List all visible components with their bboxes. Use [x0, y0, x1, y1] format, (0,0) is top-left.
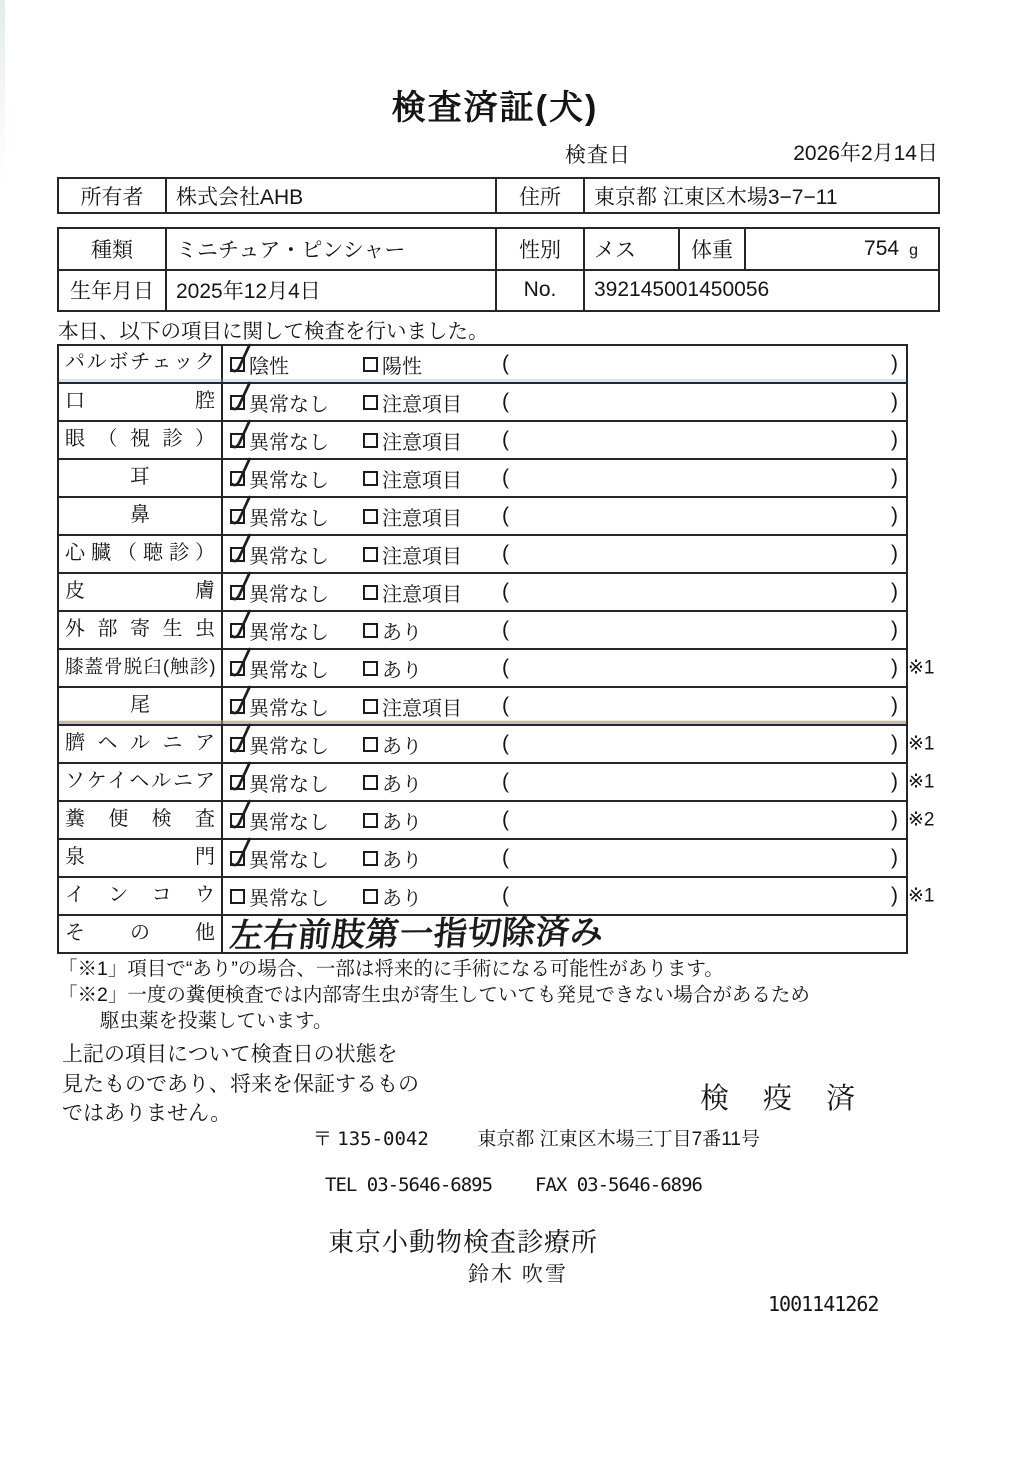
paren-open: ( — [502, 466, 509, 489]
inspection-row-content — [223, 913, 906, 954]
disclaimer-line-2: 見たものであり、将来を保証するもの — [62, 1072, 419, 1096]
checkbox-icon — [230, 889, 245, 904]
inspection-row-content — [223, 688, 906, 724]
postal-code: 135-0042 — [337, 1128, 429, 1150]
option-2-label: 陽性 — [382, 355, 422, 378]
option-1-label: 異常なし — [249, 773, 329, 796]
sex-value: メス — [585, 229, 680, 269]
option-1-label: 陰性 — [249, 355, 289, 378]
checkbox-icon — [363, 775, 378, 790]
handwritten-check-icon — [228, 836, 255, 871]
inspection-row-content — [223, 878, 906, 914]
inspection-row — [59, 382, 906, 420]
footnote-mark: ※1 — [908, 885, 935, 907]
inspection-item-label: パルボチェック — [59, 346, 223, 382]
option-1-label: 異常なし — [249, 545, 329, 568]
checkbox-icon — [363, 471, 378, 486]
option-2-label: 注意項目 — [382, 431, 462, 454]
checkbox-icon — [230, 357, 245, 372]
option-1 — [230, 768, 363, 797]
inspection-row — [59, 610, 906, 648]
paren-open: ( — [502, 694, 509, 717]
option-1 — [230, 654, 363, 683]
owner-table — [57, 177, 940, 214]
option-2-label: あり — [382, 849, 422, 872]
remarks-parens — [500, 808, 906, 832]
address-value: 東京都 江東区木場3−7−11 — [594, 185, 838, 209]
option-1-label: 異常なし — [249, 393, 329, 416]
option-2-label: あり — [382, 887, 422, 910]
checkbox-icon — [363, 509, 378, 524]
checkbox-icon — [230, 661, 245, 676]
option-2 — [363, 768, 500, 797]
inspection-row-content — [223, 764, 906, 800]
checkbox-icon — [363, 699, 378, 714]
option-2-label: あり — [382, 659, 422, 682]
remarks-parens — [500, 618, 906, 642]
paren-close: ) — [891, 580, 898, 603]
option-1 — [230, 350, 363, 379]
remarks-parens — [500, 542, 906, 566]
paren-open: ( — [502, 770, 509, 793]
option-1 — [230, 578, 363, 607]
option-1 — [230, 806, 363, 835]
handwritten-check-icon — [228, 684, 255, 719]
sex-label: 性別 — [497, 229, 585, 269]
inspection-item-label: 口腔 — [59, 384, 223, 420]
handwritten-check-icon — [228, 570, 255, 605]
paren-open: ( — [502, 846, 509, 869]
paren-close: ) — [891, 770, 898, 793]
checkbox-icon — [230, 433, 245, 448]
option-1-label: 異常なし — [249, 621, 329, 644]
paren-open: ( — [502, 808, 509, 831]
checkbox-icon — [363, 585, 378, 600]
inspection-row-content — [223, 650, 906, 686]
checkbox-icon — [230, 699, 245, 714]
footnote-mark: ※2 — [908, 809, 935, 831]
clinic-tel: TEL 03-5646-6895 — [325, 1174, 493, 1196]
paren-close: ) — [891, 618, 898, 641]
breed-label: 種類 — [59, 229, 167, 269]
checkbox-icon — [230, 547, 245, 562]
checkbox-icon — [363, 357, 378, 372]
inspection-item-label: 外部寄生虫 — [59, 612, 223, 648]
weight-cell — [746, 229, 938, 269]
inspection-row — [59, 458, 906, 496]
inspection-row-content — [223, 422, 906, 458]
checkbox-icon — [230, 851, 245, 866]
page-title: 検査済証(犬) — [391, 89, 599, 127]
veterinarian-name: 鈴木 吹雪 — [468, 1263, 568, 1286]
option-1-label: 異常なし — [249, 507, 329, 530]
clinic-address: 東京都 江東区木場三丁目7番11号 — [477, 1129, 760, 1150]
paren-close: ) — [891, 390, 898, 413]
option-1-label: 異常なし — [249, 849, 329, 872]
handwritten-check-icon — [228, 342, 255, 377]
handwritten-check-icon — [228, 456, 255, 491]
handwritten-note: 左右前肢第一指切除済み — [228, 913, 606, 954]
remarks-parens — [500, 732, 906, 756]
clinic-tel-line — [325, 1174, 702, 1196]
checkbox-icon — [230, 585, 245, 600]
remarks-parens — [500, 656, 906, 680]
birth-value: 2025年12月4日 — [167, 271, 497, 311]
inspection-row — [59, 724, 935, 762]
option-2 — [363, 350, 500, 379]
checkbox-icon — [230, 509, 245, 524]
inspection-row-content — [223, 574, 906, 610]
checkbox-icon — [363, 889, 378, 904]
paren-close: ) — [891, 732, 898, 755]
address-label: 住所 — [497, 179, 585, 212]
handwritten-check-icon — [228, 380, 255, 415]
exam-date-label: 検査日 — [565, 144, 631, 167]
quarantine-stamp: 検 疫 済 — [700, 1083, 869, 1115]
footnote-mark: ※1 — [908, 771, 935, 793]
handwritten-check-icon — [228, 722, 255, 757]
pet-table — [57, 227, 940, 312]
option-1 — [230, 388, 363, 417]
option-2-label: あり — [382, 735, 422, 758]
checkbox-icon — [363, 547, 378, 562]
option-2-label: 注意項目 — [382, 393, 462, 416]
option-2-label: あり — [382, 811, 422, 834]
postal-mark-icon: 〒 — [313, 1129, 333, 1150]
checkbox-icon — [363, 623, 378, 638]
breed-row — [59, 229, 938, 269]
option-2 — [363, 464, 500, 493]
inspection-row — [59, 534, 906, 572]
paren-open: ( — [502, 618, 509, 641]
paren-close: ) — [891, 466, 898, 489]
inspection-item-label: 心臓（聴診） — [59, 536, 223, 572]
option-2 — [363, 882, 500, 911]
option-1 — [230, 464, 363, 493]
option-1 — [230, 426, 363, 455]
inspection-row — [59, 648, 935, 686]
clinic-fax: FAX 03-5646-6896 — [534, 1174, 702, 1196]
inspection-row-content — [223, 460, 906, 496]
checkbox-icon — [363, 851, 378, 866]
checkbox-icon — [363, 395, 378, 410]
option-2 — [363, 540, 500, 569]
option-2 — [363, 578, 500, 607]
option-1 — [230, 540, 363, 569]
option-2 — [363, 806, 500, 835]
paren-open: ( — [502, 390, 509, 413]
checkbox-icon — [363, 737, 378, 752]
option-1-label: 異常なし — [249, 735, 329, 758]
paren-open: ( — [502, 732, 509, 755]
no-label: No. — [497, 271, 585, 311]
breed-value: ミニチュア・ピンシャー — [167, 229, 497, 269]
option-2-label: あり — [382, 773, 422, 796]
handwritten-check-icon — [228, 608, 255, 643]
checkbox-icon — [230, 813, 245, 828]
inspection-row-content — [223, 802, 906, 838]
option-1 — [230, 730, 363, 759]
inspection-row-other — [59, 914, 906, 952]
option-1-label: 異常なし — [249, 659, 329, 682]
remarks-parens — [500, 884, 906, 908]
handwritten-check-icon — [228, 418, 255, 453]
handwritten-check-icon — [228, 494, 255, 529]
remarks-parens — [500, 770, 906, 794]
owner-label: 所有者 — [59, 179, 167, 212]
inspection-row — [59, 496, 906, 534]
remarks-parens — [500, 466, 906, 490]
remarks-parens — [500, 694, 906, 718]
inspection-item-label: 糞便検査 — [59, 802, 223, 838]
paren-open: ( — [502, 428, 509, 451]
inspection-item-label: 皮膚 — [59, 574, 223, 610]
footnotes — [58, 956, 810, 1034]
option-1-label: 異常なし — [249, 697, 329, 720]
inspection-row-content — [223, 498, 906, 534]
inspection-row — [59, 876, 935, 914]
checkbox-icon — [363, 433, 378, 448]
option-2-label: 注意項目 — [382, 469, 462, 492]
option-1 — [230, 844, 363, 873]
option-1 — [230, 692, 363, 721]
inspection-row — [59, 346, 906, 382]
inspection-item-label: その他 — [59, 916, 223, 952]
no-value: 392145001450056 — [594, 278, 770, 302]
option-2 — [363, 426, 500, 455]
inspection-row-content — [223, 726, 906, 762]
option-2 — [363, 616, 500, 645]
inspection-item-label: ソケイヘルニア — [59, 764, 223, 800]
remarks-parens — [500, 504, 906, 528]
inspection-row — [59, 572, 906, 610]
paren-open: ( — [502, 884, 509, 907]
inspection-item-label: 鼻 — [59, 498, 223, 534]
inspection-row — [59, 800, 935, 838]
paren-open: ( — [502, 542, 509, 565]
paren-close: ) — [891, 542, 898, 565]
inspection-item-label: インコウ — [59, 878, 223, 914]
weight-label: 体重 — [680, 229, 746, 269]
disclaimer-line-3: ではありません。 — [62, 1102, 232, 1125]
remarks-parens — [500, 390, 906, 414]
intro-text: 本日、以下の項目に関して検査を行いました。 — [58, 320, 489, 343]
option-2-label: 注意項目 — [382, 583, 462, 606]
inspection-row-content — [223, 536, 906, 572]
paren-close: ) — [891, 428, 898, 451]
footnote-2b: 駆虫薬を投薬しています。 — [100, 1010, 333, 1032]
exam-date-value: 2026年2月14日 — [793, 142, 938, 165]
handwritten-check-icon — [228, 646, 255, 681]
paren-open: ( — [502, 656, 509, 679]
option-1 — [230, 502, 363, 531]
paren-close: ) — [891, 352, 898, 375]
inspection-row — [59, 762, 935, 800]
document-code: 1001141262 — [768, 1292, 879, 1316]
inspection-row — [59, 420, 906, 458]
option-2-label: 注意項目 — [382, 545, 462, 568]
option-1-label: 異常なし — [249, 583, 329, 606]
paren-close: ) — [891, 808, 898, 831]
footnote-2: 「※2」一度の糞便検査では内部寄生虫が寄生していても発見できない場合があるため — [58, 984, 810, 1006]
inspection-row-content — [223, 346, 906, 382]
checkbox-icon — [230, 737, 245, 752]
checkbox-icon — [230, 623, 245, 638]
footnote-mark: ※1 — [908, 733, 935, 755]
checkbox-icon — [363, 813, 378, 828]
checkbox-icon — [363, 661, 378, 676]
option-1 — [230, 882, 363, 911]
option-2-label: 注意項目 — [382, 697, 462, 720]
option-1-label: 異常なし — [249, 887, 329, 910]
owner-value: 株式会社AHB — [167, 179, 497, 212]
remarks-parens — [500, 352, 906, 376]
remarks-parens — [500, 846, 906, 870]
option-2 — [363, 502, 500, 531]
inspection-row-content — [223, 612, 906, 648]
owner-row — [59, 179, 938, 212]
handwritten-check-icon — [228, 798, 255, 833]
paren-close: ) — [891, 656, 898, 679]
inspection-item-label: 臍ヘルニア — [59, 726, 223, 762]
disclaimer — [62, 1040, 419, 1129]
weight-unit: g — [909, 242, 918, 260]
option-2 — [363, 388, 500, 417]
option-2 — [363, 730, 500, 759]
paren-close: ) — [891, 694, 898, 717]
option-2 — [363, 844, 500, 873]
footnote-1: 「※1」項目で“あり”の場合、一部は将来的に手術になる可能性があります。 — [58, 958, 724, 980]
birth-row — [59, 269, 938, 311]
paren-open: ( — [502, 352, 509, 375]
option-1-label: 異常なし — [249, 469, 329, 492]
option-2 — [363, 654, 500, 683]
option-2-label: あり — [382, 621, 422, 644]
remarks-parens — [500, 428, 906, 452]
option-2 — [363, 692, 500, 721]
handwritten-check-icon — [228, 532, 255, 567]
inspection-item-label: 耳 — [59, 460, 223, 496]
inspection-row — [59, 838, 906, 876]
checkbox-icon — [230, 395, 245, 410]
option-1 — [230, 616, 363, 645]
inspection-item-label: 膝蓋骨脱臼(触診) — [59, 650, 223, 686]
inspection-item-label: 泉門 — [59, 840, 223, 876]
checkbox-icon — [230, 471, 245, 486]
paren-close: ) — [891, 846, 898, 869]
option-1-label: 異常なし — [249, 431, 329, 454]
paren-close: ) — [891, 884, 898, 907]
footnote-mark: ※1 — [908, 657, 935, 679]
inspection-table — [57, 344, 935, 954]
inspection-row-content — [223, 384, 906, 420]
weight-value: 754 — [864, 236, 900, 260]
disclaimer-line-1: 上記の項目について検査日の状態を — [62, 1043, 398, 1066]
option-1-label: 異常なし — [249, 811, 329, 834]
inspection-row — [59, 686, 906, 724]
paren-open: ( — [502, 580, 509, 603]
remarks-parens — [500, 580, 906, 604]
clinic-postal-line — [313, 1124, 760, 1151]
paren-open: ( — [502, 504, 509, 527]
birth-label: 生年月日 — [59, 271, 167, 311]
option-2-label: 注意項目 — [382, 507, 462, 530]
clinic-name: 東京小動物検査診療所 — [328, 1227, 599, 1257]
handwritten-check-icon — [228, 760, 255, 795]
inspection-row-content — [223, 840, 906, 876]
checkbox-icon — [230, 775, 245, 790]
paren-close: ) — [891, 504, 898, 527]
inspection-item-label: 尾 — [59, 688, 223, 724]
inspection-item-label: 眼（視診） — [59, 422, 223, 458]
